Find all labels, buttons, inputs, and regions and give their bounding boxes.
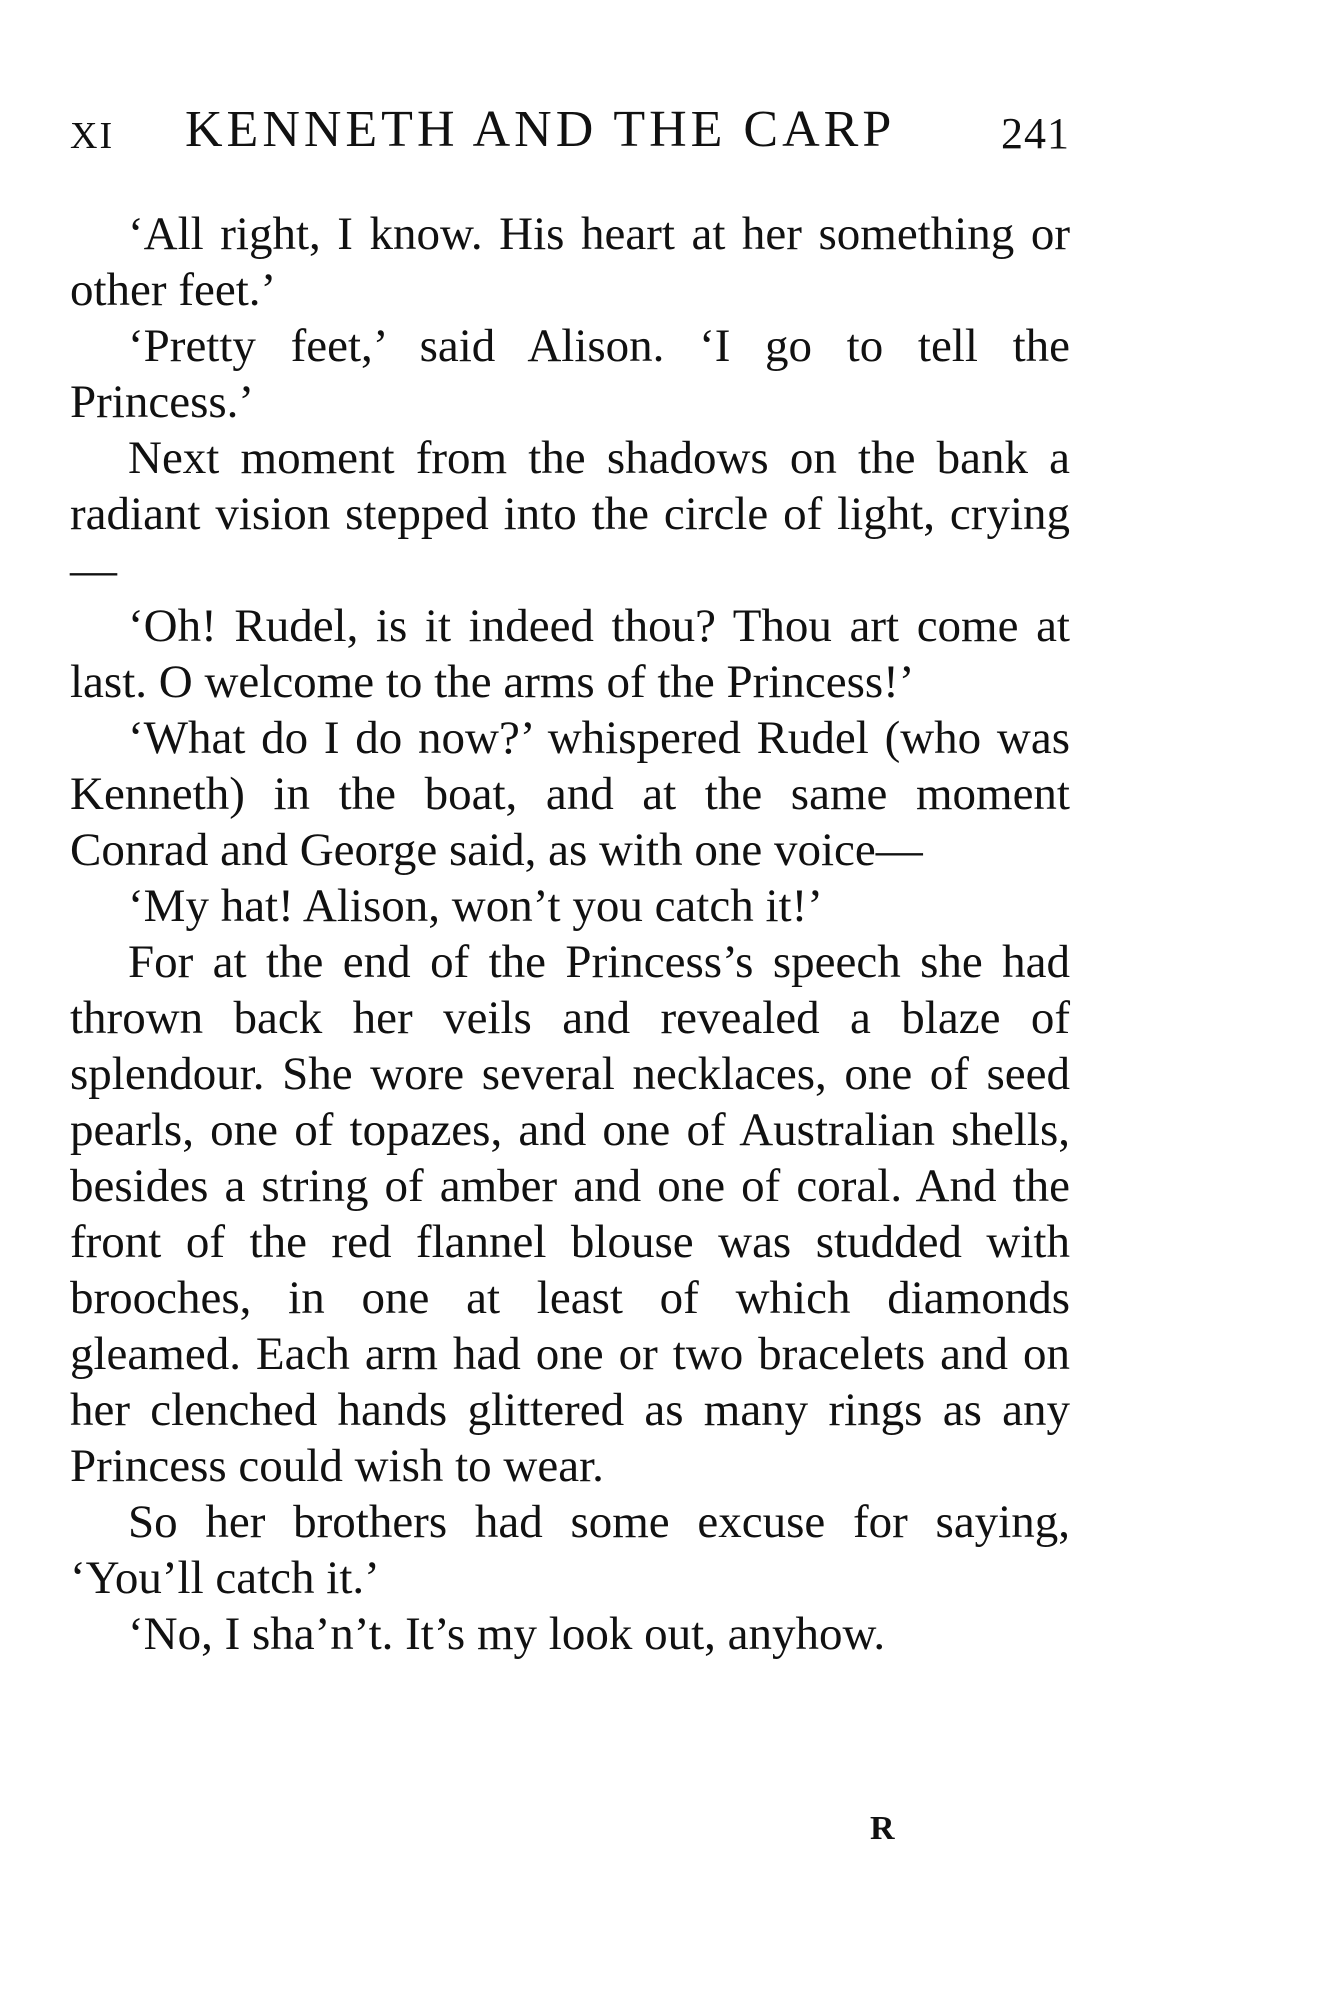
- chapter-title: KENNETH AND THE CARP: [185, 101, 896, 158]
- running-header: [70, 100, 1070, 166]
- paragraph: ‘Pretty feet,’ said Alison. ‘I go to tell the Princess.’: [70, 320, 1070, 428]
- chapter-number: XI: [70, 115, 115, 157]
- page-number: 241: [1001, 109, 1070, 158]
- paragraph: For at the end of the Princess’s speech she had thrown back her veils and revealed a blaze of splendour. She wore several necklaces, one of seed pearls, one of topazes, and one of Australian shells, besides a string of amber and one of coral. And the front of the red flannel blouse was studded with brooches, in one at least of which diamonds gleamed. Each arm had one or two bracelets and on her clenched hands glittered as many rings as any Princess could wish to wear.: [70, 936, 1070, 1492]
- paragraph: ‘What do I do now?’ whispered Rudel (who was Kenneth) in the boat, and at the same moment Conrad and George said, as with one voice—: [70, 712, 1070, 876]
- paragraph: Next moment from the shadows on the bank a radiant vision stepped into the circle of light, crying—: [70, 432, 1070, 596]
- page-body: [70, 206, 1070, 1662]
- book-page: [70, 100, 1070, 1662]
- paragraph: ‘No, I sha’n’t. It’s my look out, anyhow.: [128, 1608, 886, 1660]
- paragraph: ‘All right, I know. His heart at her something or other feet.’: [70, 208, 1070, 316]
- signature-mark: R: [870, 1810, 895, 1847]
- paragraph: ‘Oh! Rudel, is it indeed thou? Thou art come at last. O welcome to the arms of the Princess!’: [70, 600, 1070, 708]
- paragraph: So her brothers had some excuse for saying, ‘You’ll catch it.’: [70, 1496, 1070, 1604]
- paragraph: ‘My hat! Alison, won’t you catch it!’: [128, 880, 823, 932]
